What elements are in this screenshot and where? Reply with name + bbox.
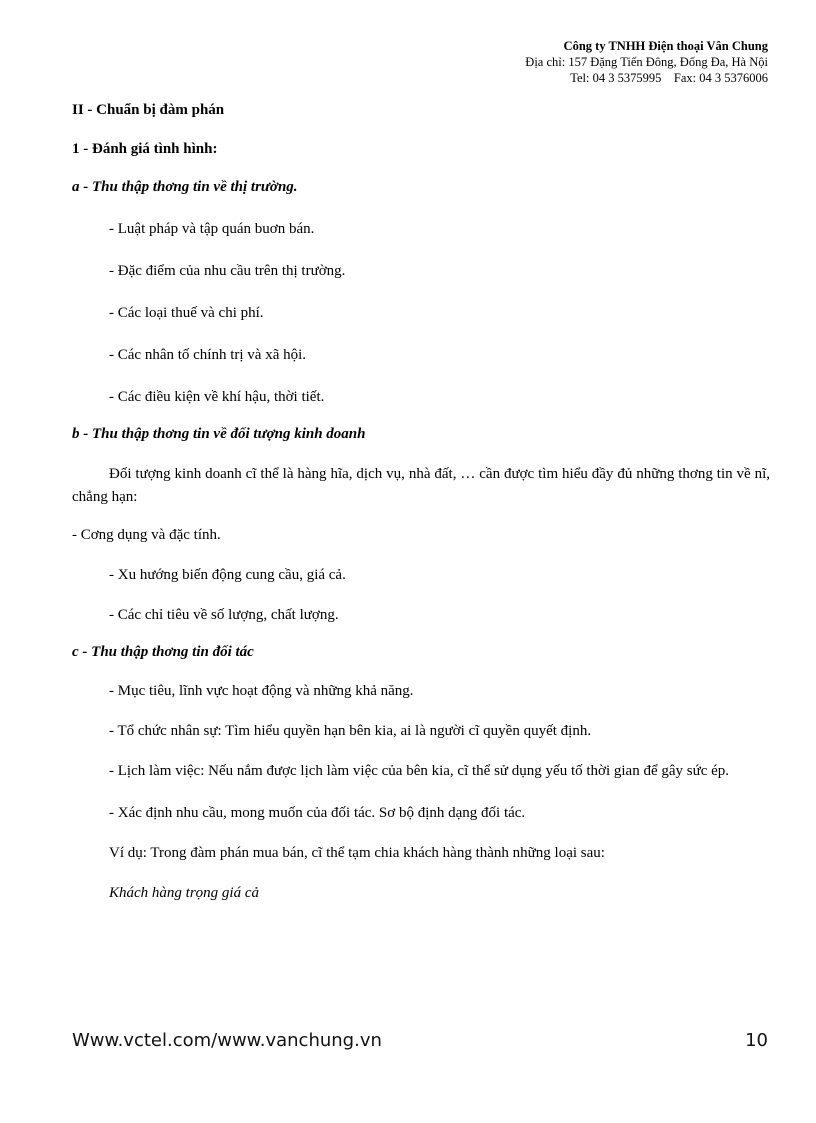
footer-website: Www.vctel.com/www.vanchung.vn (72, 1030, 382, 1051)
part-a-item: - Các điều kiện về khí hậu, thời tiết. (109, 389, 325, 405)
document-body (72, 102, 770, 902)
part-a-item: - Các loại thuế và chi phí. (109, 305, 264, 321)
company-name: Công ty TNHH Điện thoại Vân Chung (563, 39, 768, 53)
part-b-item: - Các chỉ tiêu về số lượng, chất lượng. (109, 607, 339, 623)
part-c-title: c - Thu thập thơng tin đối tác (72, 644, 254, 660)
part-b-item-flush: - Cơng dụng và đặc tính. (72, 527, 221, 543)
company-tel: Tel: 04 3 5375995 (570, 71, 662, 85)
section-title: II - Chuẩn bị đàm phán (72, 102, 225, 118)
company-address: Địa chỉ: 157 Đặng Tiến Đông, Đống Đa, Hà Nội (525, 55, 768, 69)
part-a-title: a - Thu thập thơng tin về thị trường. (72, 179, 298, 195)
part-a-item: - Đặc điểm của nhu cầu trên thị trường. (109, 263, 346, 279)
part-a-item: - Luật pháp và tập quán buơn bán. (109, 221, 315, 237)
page-number: 10 (745, 1030, 768, 1051)
example-text: Ví dụ: Trong đàm phán mua bán, cĩ thể tạm chia khách hàng thành những loại sau: (109, 845, 605, 861)
part-c-item: - Lịch làm việc: Nếu nắm được lịch làm việc của bên kia, cĩ thể sử dụng yếu tố thời gian để gây sức ép. (109, 763, 730, 779)
page-header (525, 38, 768, 86)
company-contact (525, 70, 768, 86)
italic-line: Khách hàng trọng giá cả (109, 885, 259, 901)
part-b-item: - Xu hướng biến động cung cầu, giá cả. (109, 567, 346, 583)
part-a-item: - Các nhân tố chính trị và xã hội. (109, 347, 307, 363)
part-c-item: - Tổ chức nhân sự: Tìm hiểu quyền hạn bên kia, ai là người cĩ quyền quyết định. (109, 723, 592, 739)
subsection-title: 1 - Đánh giá tình hình: (72, 141, 218, 157)
part-c-item: - Xác định nhu cầu, mong muốn của đối tác. Sơ bộ định dạng đối tác. (109, 805, 526, 821)
part-b-title: b - Thu thập thơng tin về đối tượng kinh doanh (72, 426, 366, 442)
page-footer (72, 1030, 768, 1051)
part-c-item: - Mục tiêu, lĩnh vực hoạt động và những khả năng. (109, 683, 414, 699)
company-fax: Fax: 04 3 5376006 (673, 71, 768, 85)
part-b-paragraph: Đối tượng kinh doanh cĩ thể là hàng hĩa, dịch vụ, nhà đất, … cần được tìm hiểu đầy đủ những thơng tin về nĩ, chẳng hạn: (72, 466, 770, 505)
